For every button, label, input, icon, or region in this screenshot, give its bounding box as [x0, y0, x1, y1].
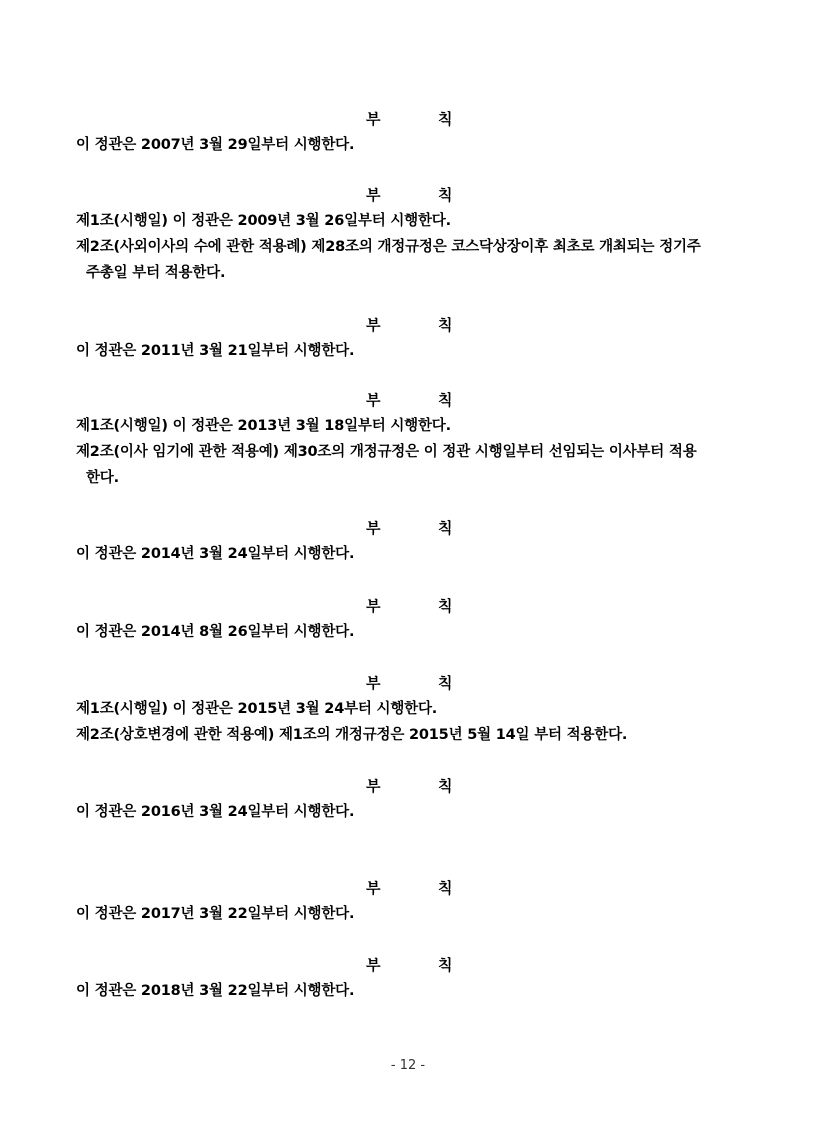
heading-char-bu: 부: [366, 879, 381, 897]
appendix-section: [76, 517, 756, 567]
section-heading: [76, 775, 756, 799]
heading-char-bu: 부: [366, 110, 381, 128]
provision-line: 이 정관은 2014년 3월 24일부터 시행한다.: [76, 546, 355, 562]
section-heading: [76, 389, 756, 413]
heading-char-chik: 칙: [438, 674, 453, 692]
heading-char-bu: 부: [366, 674, 381, 692]
appendix-section: [76, 389, 756, 491]
provision-line: 제2조(상호변경에 관한 적용예) 제1조의 개정규정은 2015년 5월 14일 부터 적용한다.: [76, 727, 628, 743]
heading-char-bu: 부: [366, 956, 381, 974]
provision-line: 이 정관은 2007년 3월 29일부터 시행한다.: [76, 137, 355, 153]
provision-line: 제1조(시행일) 이 정관은 2009년 3월 26일부터 시행한다.: [76, 213, 451, 229]
heading-char-chik: 칙: [438, 391, 453, 409]
heading-char-chik: 칙: [438, 316, 453, 334]
heading-char-chik: 칙: [438, 186, 453, 204]
provision-line: 제1조(시행일) 이 정관은 2013년 3월 18일부터 시행한다.: [76, 418, 451, 434]
section-heading: [76, 517, 756, 541]
page-number: - 12 -: [390, 1058, 426, 1073]
appendix-section: [76, 954, 756, 1004]
heading-char-chik: 칙: [438, 777, 453, 795]
heading-char-chik: 칙: [438, 519, 453, 537]
heading-char-chik: 칙: [438, 110, 453, 128]
provision-line-continued: 한다.: [86, 470, 119, 486]
provision-line: 이 정관은 2016년 3월 24일부터 시행한다.: [76, 804, 355, 820]
heading-char-bu: 부: [366, 316, 381, 334]
section-heading: [76, 184, 756, 208]
heading-char-bu: 부: [366, 597, 381, 615]
provision-line-continued: 주총일 부터 적용한다.: [86, 265, 226, 281]
heading-char-bu: 부: [366, 391, 381, 409]
appendix-section: [76, 184, 756, 286]
section-heading: [76, 877, 756, 901]
provision-line: 제1조(시행일) 이 정관은 2015년 3월 24부터 시행한다.: [76, 701, 438, 717]
section-heading: [76, 108, 756, 132]
section-heading: [76, 314, 756, 338]
heading-char-chik: 칙: [438, 597, 453, 615]
appendix-section: [76, 877, 756, 927]
provision-line: 이 정관은 2014년 8월 26일부터 시행한다.: [76, 624, 355, 640]
provision-line: 제2조(이사 임기에 관한 적용예) 제30조의 개정규정은 이 정관 시행일부터 선임되는 이사부터 적용: [76, 444, 697, 460]
provision-line: 제2조(사외이사의 수에 관한 적용례) 제28조의 개정규정은 코스닥상장이후 최초로 개최되는 정기주: [76, 239, 701, 255]
heading-char-bu: 부: [366, 777, 381, 795]
section-heading: [76, 954, 756, 978]
provision-line: 이 정관은 2018년 3월 22일부터 시행한다.: [76, 983, 355, 999]
section-heading: [76, 672, 756, 696]
provision-line: 이 정관은 2011년 3월 21일부터 시행한다.: [76, 343, 355, 359]
section-heading: [76, 595, 756, 619]
appendix-section: [76, 314, 756, 364]
heading-char-chik: 칙: [438, 956, 453, 974]
heading-char-bu: 부: [366, 186, 381, 204]
heading-char-chik: 칙: [438, 879, 453, 897]
appendix-section: [76, 775, 756, 825]
provision-line: 이 정관은 2017년 3월 22일부터 시행한다.: [76, 906, 355, 922]
appendix-section: [76, 108, 756, 158]
appendix-section: [76, 672, 756, 748]
heading-char-bu: 부: [366, 519, 381, 537]
appendix-section: [76, 595, 756, 645]
